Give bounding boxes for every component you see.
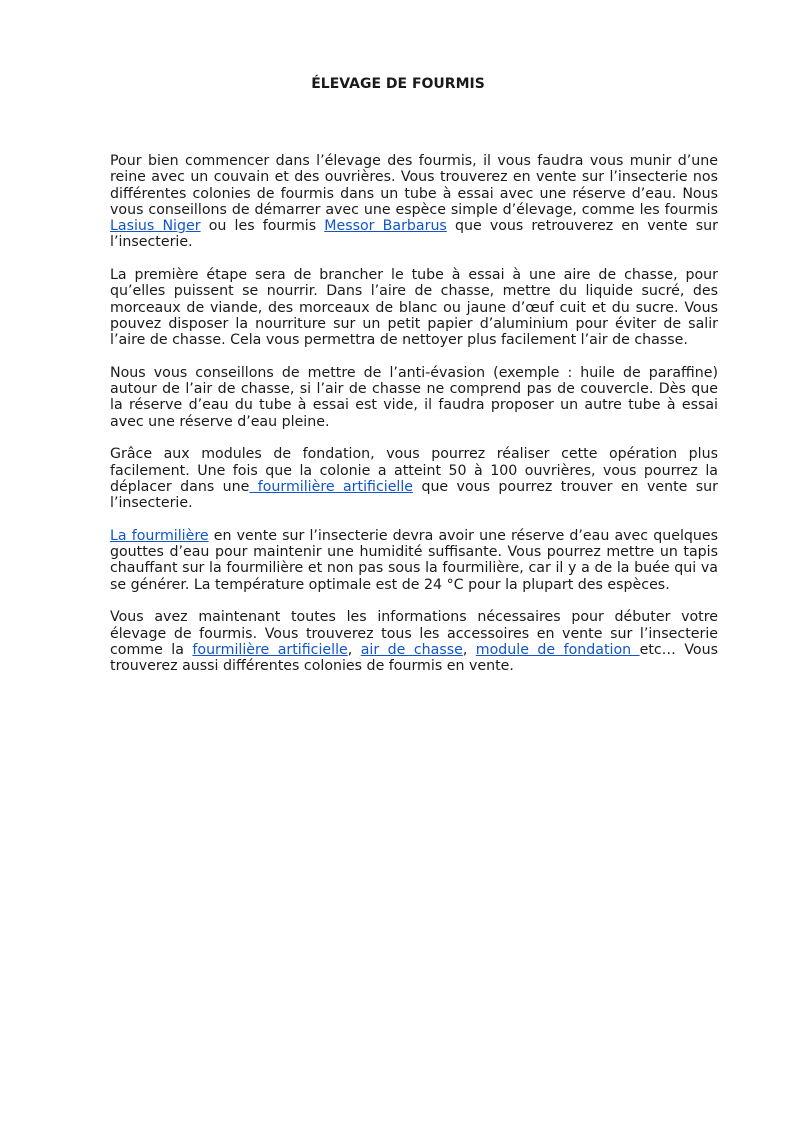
link-lasius-niger[interactable]: Lasius Niger (110, 218, 201, 235)
paragraph-text: Pour bien commencer dans l’élevage des fourmis, il vous faudra vous munir d’une reine avec un couvain et des ouvrières. Vous trouverez en vente sur l’insecterie nos différentes colonies de fourmis dans un tube à essai avec une réserve d’eau. Nous vous conseillons de démarrer avec une espèce simple d’élevage, comme les fourmis (110, 153, 718, 218)
link-fourmiliere-artificielle[interactable]: fourmilière artificielle (249, 478, 414, 495)
paragraph-text: Vous avez maintenant toutes les informations nécessaires pour débuter votre élevage de fourmis. Vous trouverez tous les accessoires en vente sur l’insecterie comme la (110, 609, 718, 658)
paragraph-text: ou les fourmis (200, 218, 325, 235)
link-module-de-fondation[interactable]: module de fondation (475, 641, 640, 658)
paragraph-text: Grâce aux modules de fondation, vous pourrez réaliser cette opération plus facilement. Une fois que la colonie a atteint 50 à 100 ouvrières, vous pourrez la déplacer dans une (110, 446, 718, 495)
paragraph-hunting-area (110, 267, 718, 348)
paragraph-text: que vous retrouverez en vente sur l’insecterie. (110, 218, 718, 251)
paragraph-text: Nous vous conseillons de mettre de l’anti-évasion (exemple : huile de paraffine) autour de l’air de chasse, si l’air de chasse ne comprend pas de couvercle. Dès que la réserve d’eau du tube à essai est vide, il faudra proposer un autre tube à essai avec une réserve d’eau pleine. (110, 364, 718, 430)
paragraph-conclusion (110, 609, 718, 674)
paragraph-intro (110, 153, 718, 251)
paragraph-text: , (347, 641, 361, 658)
paragraph-text: en vente sur l’insecterie devra avoir une réserve d’eau avec quelques gouttes d’eau pour maintenir une humidité suffisante. Vous pourrez mettre un tapis chauffant sur la fourmilière et non pas sous la fourmilière, car il y a de la buée qui va se générer. La température optimale est de 24 °C pour la plupart des espèces. (110, 527, 719, 593)
link-fourmiliere-artificielle-2[interactable]: fourmilière artificielle (192, 641, 348, 658)
document-body (110, 153, 718, 691)
link-la-fourmiliere[interactable]: La fourmilière (110, 527, 209, 544)
paragraph-text: , (462, 641, 476, 658)
paragraph-text: que vous pourrez trouver en vente sur l’insecterie. (110, 478, 718, 512)
paragraph-fourmiliere (110, 528, 718, 593)
link-air-de-chasse[interactable]: air de chasse (360, 641, 463, 658)
paragraph-text: La première étape sera de brancher le tube à essai à une aire de chasse, pour qu’elles puissent se nourrir. Dans l’aire de chasse, mettre du liquide sucré, des morceaux de viande, des morceaux de blanc ou jaune d’œuf cuit et du sucre. Vous pouvez disposer la nourriture sur un petit papier d’aluminium pour éviter de salir l’aire de chasse. Cela vous permettra de nettoyer plus facilement l’air de chasse. (110, 267, 718, 349)
paragraph-foundation-modules (110, 446, 718, 511)
document-title: ÉLEVAGE DE FOURMIS (311, 76, 485, 92)
paragraph-text: etc… Vous trouverez aussi différentes colonies de fourmis en vente. (110, 641, 718, 675)
paragraph-anti-escape (110, 365, 718, 430)
link-messor-barbarus[interactable]: Messor Barbarus (324, 218, 447, 235)
